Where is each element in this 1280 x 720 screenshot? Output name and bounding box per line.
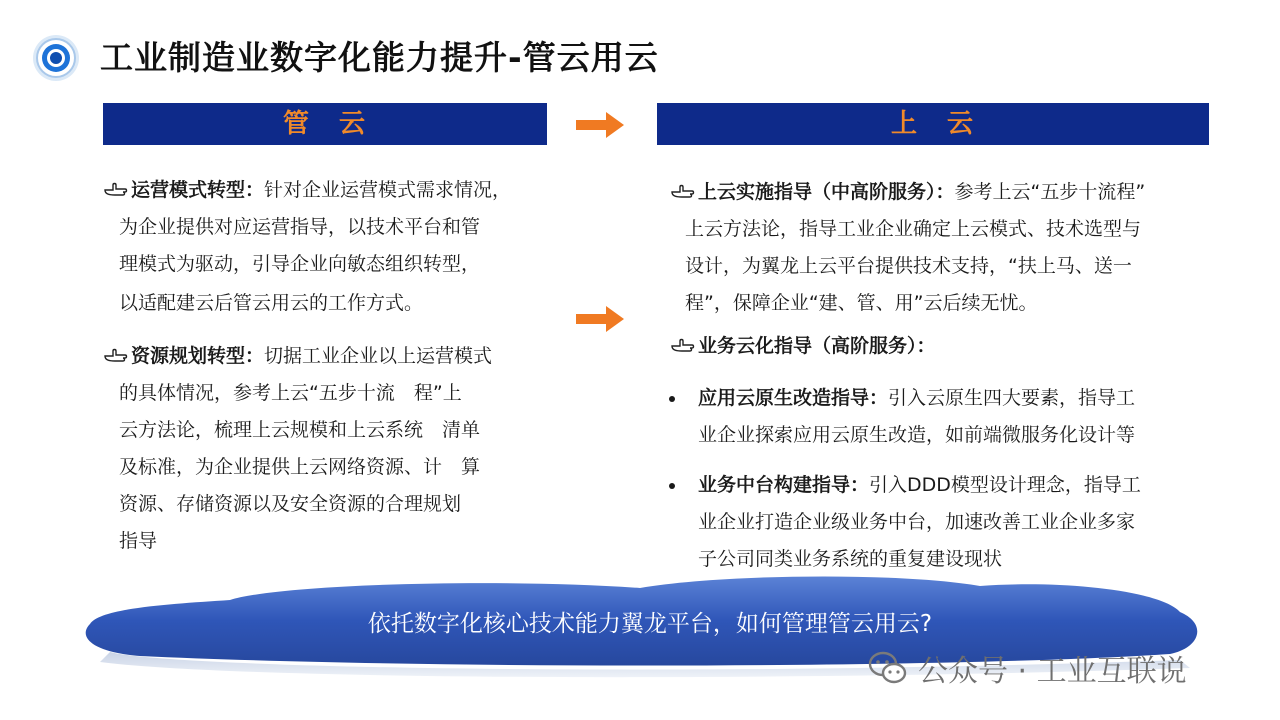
item-line: 云方法论，梳理上云规模和上云系统 清单 — [119, 419, 481, 441]
bullet-cloud-native — [698, 380, 1218, 454]
item-line: 设计，为翼龙上云平台提供技术支持，“扶上马、送一 — [685, 255, 1132, 277]
right-arrow-icon — [576, 306, 624, 332]
bullet-lead: 应用云原生改造指导： — [698, 387, 889, 409]
item-lead: 业务云化指导（高阶服务）： — [698, 335, 936, 357]
bullet-dot — [669, 396, 675, 402]
watermark — [868, 646, 1187, 690]
bullet-line: 引入DDD模型设计理念，指导工 — [869, 474, 1141, 496]
left-column-header: 管 云 — [103, 103, 547, 145]
item-line: 参考上云“五步十流程” — [954, 181, 1146, 203]
pointing-hand-icon — [670, 336, 696, 354]
right-item-cloud-implementation — [670, 174, 1210, 322]
item-line: 理模式为驱动，引导企业向敏态组织转型， — [119, 253, 481, 275]
left-item-resource-planning — [103, 338, 553, 560]
item-line: 程”，保障企业“建、管、用”云后续无忧。 — [685, 292, 1038, 314]
item-line: 上云方法论，指导工业企业确定上云模式、技术选型与 — [685, 218, 1142, 240]
pointing-hand-icon — [103, 346, 129, 364]
item-line: 资源、存储资源以及安全资源的合理规划 — [119, 493, 462, 515]
wechat-icon — [868, 650, 908, 686]
target-logo-icon — [32, 34, 80, 82]
bullet-line: 业企业探索应用云原生改造，如前端微服务化设计等 — [698, 424, 1136, 446]
item-lead: 上云实施指导（中高阶服务）： — [698, 181, 955, 203]
pointing-hand-icon — [103, 180, 129, 198]
bullet-line: 业企业打造企业级业务中台，加速改善工业企业多家 — [698, 511, 1136, 533]
item-line: 及标准，为企业提供上云网络资源、计 算 — [119, 456, 481, 478]
bullet-line: 子公司同类业务系统的重复建设现状 — [698, 548, 1003, 570]
item-line: 针对企业运营模式需求情况， — [264, 179, 512, 201]
page-title: 工业制造业数字化能力提升-管云用云 — [100, 38, 659, 77]
item-lead: 资源规划转型： — [131, 345, 265, 367]
bullet-business-middle-platform — [698, 467, 1218, 578]
item-line: 切据工业企业以上运营模式 — [264, 345, 493, 367]
item-lead: 运营模式转型： — [131, 179, 265, 201]
bullet-dot — [669, 483, 675, 489]
item-line: 的具体情况，参考上云“五步十流 程”上 — [119, 382, 462, 404]
pointing-hand-icon — [670, 182, 696, 200]
right-column-header: 上 云 — [657, 103, 1209, 145]
bullet-lead: 业务中台构建指导： — [698, 474, 870, 496]
right-item-business-cloudification — [670, 328, 1210, 365]
left-item-operation-model — [103, 172, 553, 322]
item-line: 以适配建云后管云用云的工作方式。 — [119, 292, 424, 314]
banner-text: 依托数字化核心技术能力翼龙平台，如何管理管云用云? — [367, 611, 933, 637]
bullet-line: 引入云原生四大要素，指导工 — [888, 387, 1136, 409]
item-line: 为企业提供对应运营指导，以技术平台和管 — [119, 216, 481, 238]
right-arrow-icon — [576, 112, 624, 138]
item-line: 指导 — [119, 530, 158, 552]
watermark-text: 公众号 · 工业互联说 — [918, 654, 1187, 689]
